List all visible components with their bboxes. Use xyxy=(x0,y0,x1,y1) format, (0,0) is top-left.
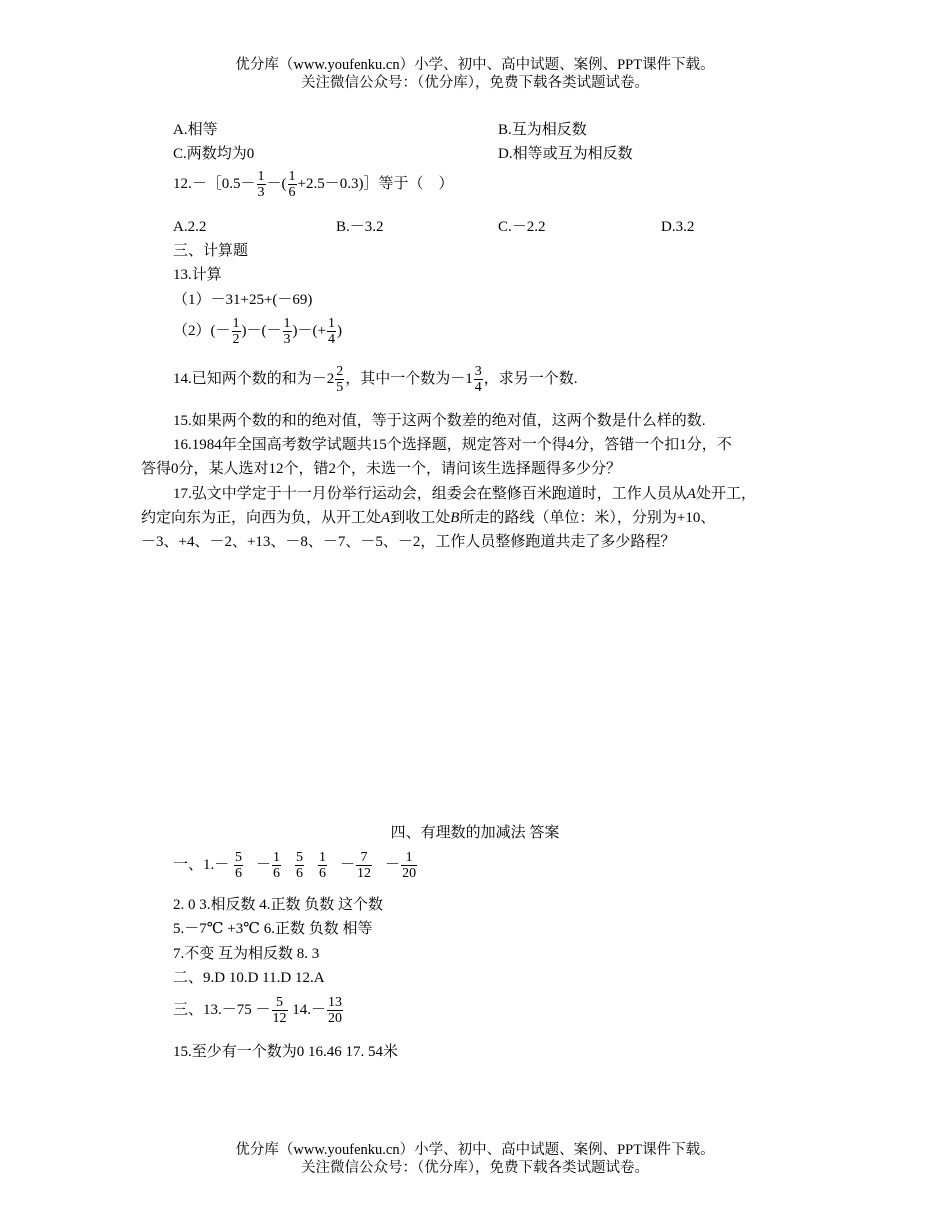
page-header-line1: 优分库（www.youfenku.cn）小学、初中、高中试题、案例、PPT课件下载。 xyxy=(235,57,715,73)
q12-option-a: A.2.2 xyxy=(173,219,207,235)
q13-part-2: （2）(－ $\frac{1}{2}$ )－(－ $\frac{1}{3}$ )－(+ $\frac{1}{4}$ ) xyxy=(173,316,342,347)
answer-fraction-5-12: $\frac{5}{12}$ xyxy=(272,995,287,1026)
answer-fraction: $\frac{1}{6}$ xyxy=(273,850,281,881)
q17-line-2: 约定向东为正，向西为负，从开工处A到收工处B所走的路线（单位：米），分别为+10、 xyxy=(141,510,716,526)
q12-fraction-1: $\frac{1}{3}$ xyxy=(257,169,265,200)
q11-option-d: D.相等或互为相反数 xyxy=(498,146,633,162)
q11-option-b: B.互为相反数 xyxy=(498,122,587,138)
q11-option-c: C.两数均为0 xyxy=(173,146,255,162)
page-header-line2: 关注微信公众号：（优分库），免费下载各类试题试卷。 xyxy=(301,75,649,91)
page-footer-line1: 优分库（www.youfenku.cn）小学、初中、高中试题、案例、PPT课件下载。 xyxy=(235,1142,715,1158)
section-3-heading: 三、计算题 xyxy=(173,243,249,259)
q12-fraction-2: $\frac{1}{6}$ xyxy=(288,169,296,200)
answer-fraction: $\frac{5}{6}$ xyxy=(235,850,243,881)
answer-fraction: $\frac{5}{6}$ xyxy=(296,850,304,881)
answer-fraction: $\frac{1}{6}$ xyxy=(319,850,327,881)
q12-option-c: C.－2.2 xyxy=(498,219,546,235)
q13-part-1: （1）－31+25+(－69) xyxy=(173,292,313,308)
q14-fraction-1: $\frac{2}{5}$ xyxy=(336,364,344,395)
q13-fraction-1: $\frac{1}{2}$ xyxy=(232,316,240,347)
q13-fraction-2: $\frac{1}{3}$ xyxy=(283,316,291,347)
answers-row-3: 5.－7℃ +3℃ 6.正数 负数 相等 xyxy=(173,921,373,937)
q13-title: 13.计算 xyxy=(173,267,222,283)
q17-line-3: －3、+4、－2、+13、－8、－7、－5、－2，工作人员整修跑道共走了多少路程？ xyxy=(141,534,676,550)
answer-fraction: $\frac{7}{12}$ xyxy=(357,850,372,881)
q13-fraction-3: $\frac{1}{4}$ xyxy=(327,316,335,347)
answer-fraction: $\frac{1}{20}$ xyxy=(402,850,417,881)
answers-row-1: 一、1.－ $\frac{5}{6}$ － $\frac{1}{6}$ $\frac{5}{6}$ $\frac{1}{6}$ － $\frac{7}{12}$ － $\frac{1}{20}$ xyxy=(173,850,417,881)
answers-row-5: 二、9.D 10.D 11.D 12.A xyxy=(173,970,325,986)
answers-title: 四、有理数的加减法 答案 xyxy=(390,825,560,841)
answers-row-4: 7.不变 互为相反数 8. 3 xyxy=(173,946,320,962)
answer-fraction-13-20: $\frac{13}{20}$ xyxy=(328,995,343,1026)
q17-line-1: 17.弘文中学定于十一月份举行运动会，组委会在整修百米跑道时，工作人员从A处开工， xyxy=(173,486,756,502)
q12-option-b: B.－3.2 xyxy=(336,219,384,235)
q14-question: 14.已知两个数的和为－2 $\frac{2}{5}$ ，其中一个数为－1 $\frac{3}{4}$ ，求另一个数. xyxy=(173,364,578,395)
q12-option-d: D.3.2 xyxy=(661,219,695,235)
q12-question: 12.－［0.5－ $\frac{1}{3}$ －( $\frac{1}{6}$ +2.5－0.3)］等于（ ） xyxy=(173,169,454,200)
answers-row-2: 2. 0 3.相反数 4.正数 负数 这个数 xyxy=(173,897,384,913)
q14-fraction-2: $\frac{3}{4}$ xyxy=(474,364,482,395)
answers-row-6: 三、13.－75 － $\frac{5}{12}$ 14.－ $\frac{13}{20}$ xyxy=(173,995,343,1026)
answers-row-7: 15.至少有一个数为0 16.46 17. 54米 xyxy=(173,1044,399,1060)
q16-line-1: 16.1984年全国高考数学试题共15个选择题，规定答对一个得4分，答错一个扣1分，不 xyxy=(173,437,732,453)
q16-line-2: 答得0分，某人选对12个，错2个，未选一个，请问该生选择题得多少分？ xyxy=(141,461,622,477)
page-footer-line2: 关注微信公众号：（优分库），免费下载各类试题试卷。 xyxy=(301,1160,649,1176)
q15-question: 15.如果两个数的和的绝对值，等于这两个数差的绝对值，这两个数是什么样的数. xyxy=(173,413,706,429)
q11-option-a: A.相等 xyxy=(173,122,218,138)
